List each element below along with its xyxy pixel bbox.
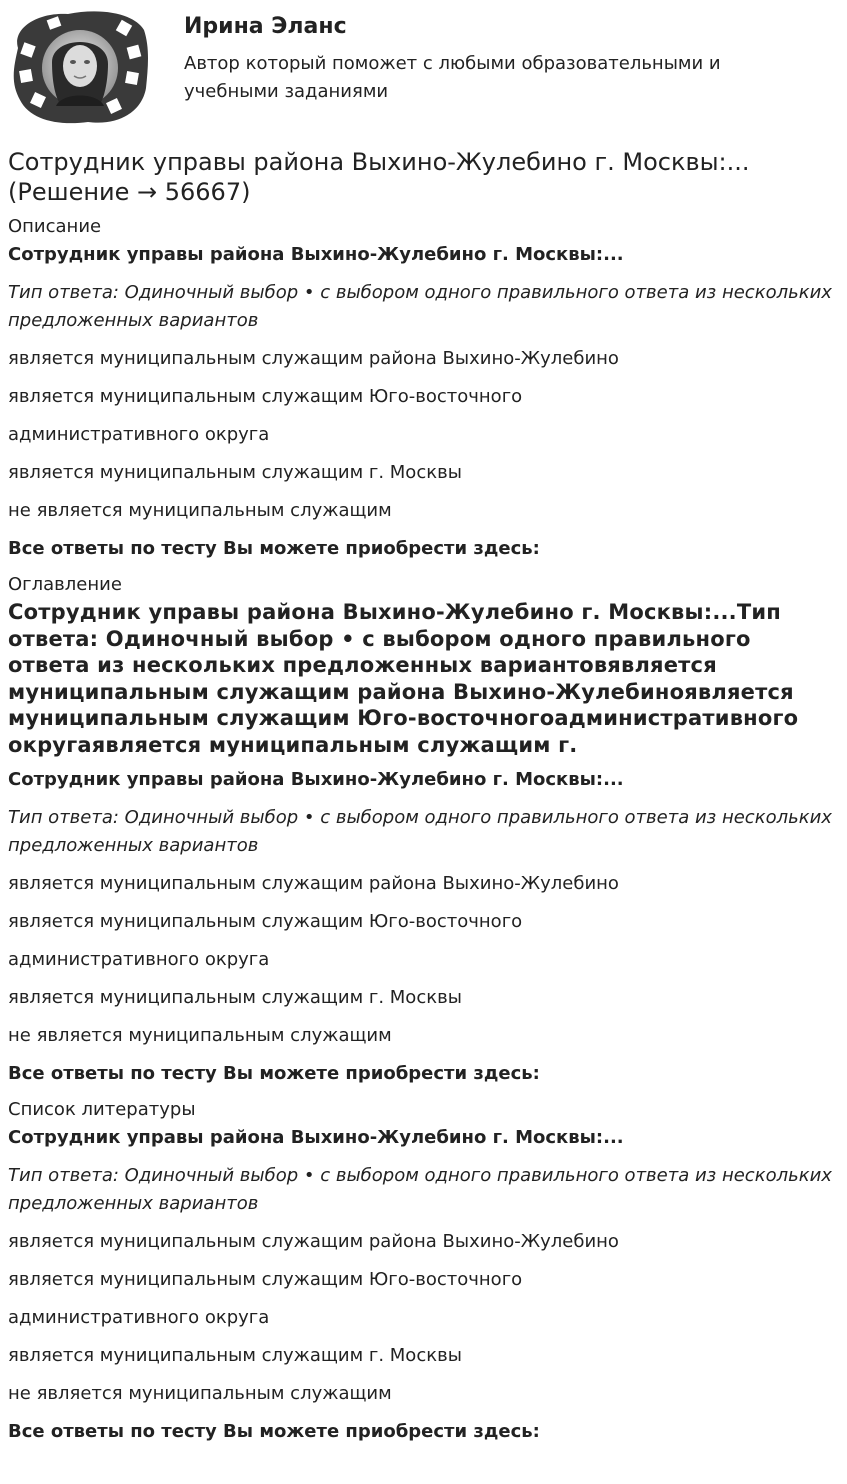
main-content <box>8 145 838 1454</box>
buy-answers-text: Все ответы по тесту Вы можете приобрести здесь: <box>8 538 540 559</box>
answer-option: является муниципальным служащим г. Москвы <box>8 462 462 483</box>
section-references <box>8 1096 838 1446</box>
section-table-of-contents <box>8 571 838 1088</box>
answer-type: Тип ответа: Одиночный выбор • с выбором одного правильного ответа из нескольких предложенных вариантов <box>8 807 832 856</box>
author-description: Автор который поможет с любыми образовательными и учебными заданиями <box>184 53 721 102</box>
answer-option: является муниципальным служащим района Выхино-Жулебино <box>8 348 619 369</box>
answer-option: является муниципальным служащим Юго-восточного <box>8 1269 523 1290</box>
answer-option: не является муниципальным служащим <box>8 500 392 521</box>
answer-option: является муниципальным служащим г. Москвы <box>8 987 462 1008</box>
section-label: Оглавление <box>8 574 122 595</box>
answer-type: Тип ответа: Одиночный выбор • с выбором одного правильного ответа из нескольких предложенных вариантов <box>8 282 832 331</box>
answer-option: является муниципальным служащим Юго-восточного <box>8 911 523 932</box>
answer-option: не является муниципальным служащим <box>8 1025 392 1046</box>
answer-option: является муниципальным служащим Юго-восточного <box>8 386 523 407</box>
question-title: Сотрудник управы района Выхино-Жулебино г. Москвы:... <box>8 244 624 265</box>
answer-option: административного округа <box>8 424 270 445</box>
buy-answers-text: Все ответы по тесту Вы можете приобрести здесь: <box>8 1421 540 1442</box>
author-name: Ирина Эланс <box>184 14 347 39</box>
author-header <box>0 0 847 140</box>
answer-option: административного округа <box>8 1307 270 1328</box>
question-title: Сотрудник управы района Выхино-Жулебино г. Москвы:... <box>8 1127 624 1148</box>
section-label: Описание <box>8 216 102 237</box>
answer-option: является муниципальным служащим г. Москвы <box>8 1345 462 1366</box>
buy-answers-text: Все ответы по тесту Вы можете приобрести здесь: <box>8 1063 540 1084</box>
section-label: Список литературы <box>8 1099 196 1120</box>
toc-heading: Сотрудник управы района Выхино-Жулебино г. Москвы:...Тип ответа: Одиночный выбор • с выбором одного правильного ответа из нескольких предложенных вариантовявляется муниципальным служащим района Выхино-Жулебиноявляется муниципальным служащим Юго-восточногоадминистративного округаявляется муниципальным служащим г. <box>8 600 799 757</box>
page-title: Сотрудник управы района Выхино-Жулебино г. Москвы:... (Решение → 56667) <box>8 148 750 206</box>
question-title: Сотрудник управы района Выхино-Жулебино г. Москвы:... <box>8 769 624 790</box>
section-description <box>8 213 838 563</box>
avatar-film-frame-icon <box>8 8 150 126</box>
answer-option: является муниципальным служащим района Выхино-Жулебино <box>8 1231 619 1252</box>
avatar <box>8 8 150 126</box>
answer-option: является муниципальным служащим района Выхино-Жулебино <box>8 873 619 894</box>
answer-option: административного округа <box>8 949 270 970</box>
answer-option: не является муниципальным служащим <box>8 1383 392 1404</box>
answer-type: Тип ответа: Одиночный выбор • с выбором одного правильного ответа из нескольких предложенных вариантов <box>8 1165 832 1214</box>
